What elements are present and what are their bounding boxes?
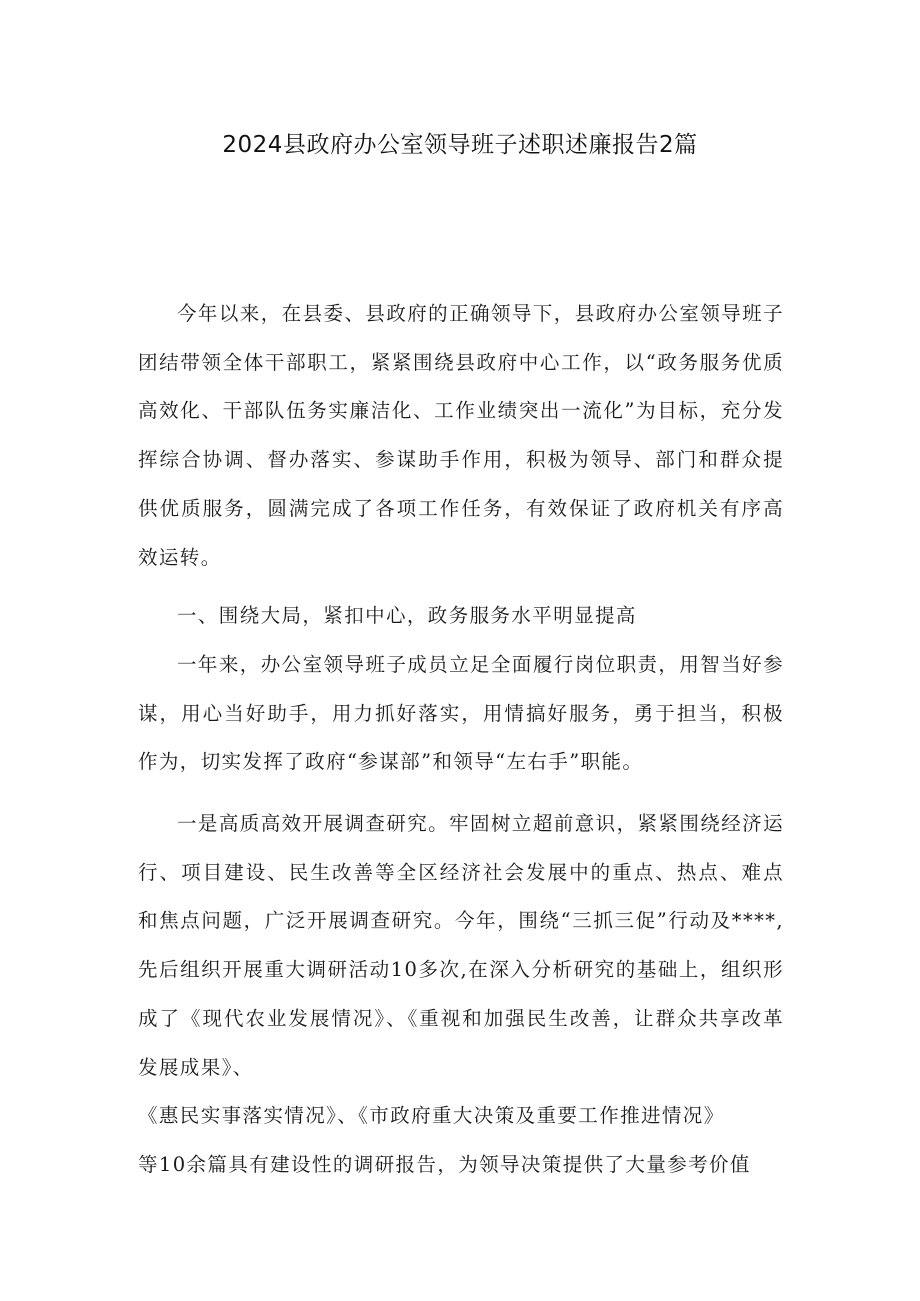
paragraph-research-text: 一是高质高效开展调查研究。牢固树立超前意识，紧紧围绕经济运行、项目建设、民生改善等全区经济社会发展中的重点、热点、难点和焦点问题，广泛开展调查研究。今年，围绕“三抓三促”行动及****,先后组织开展重大调研活动10多次,在深入分析研究的基础上，组织形成了《现代农业发展情况》、《重视和加强民生改善，让群众共享改革发展成果》、 (138, 812, 784, 1079)
paragraph-research-line-conclusion: 等10余篇具有建设性的调研报告，为领导决策提供了大量参考价值 (138, 1152, 751, 1176)
paragraph-section-1-summary: 一年来，办公室领导班子成员立足全面履行岗位职责，用智当好参谋，用心当好助手，用力抓好落实，用情搞好服务，勇于担当，积极作为，切实发挥了政府“参谋部”和领导“左右手”职能。 (138, 653, 784, 774)
paragraph-research-line-reports: 《惠民实事落实情况》、《市政府重大决策及重要工作推进情况》 (138, 1104, 725, 1128)
document-title: 2024县政府办公室领导班子述职述廉报告2篇 (222, 132, 698, 158)
paragraph-intro: 今年以来，在县委、县政府的正确领导下，县政府办公室领导班子团结带领全体干部职工，紧紧围绕县政府中心工作，以“政务服务优质高效化、干部队伍务实廉洁化、工作业绩突出一流化”为目标，充分发挥综合协调、督办落实、参谋助手作用，积极为领导、部门和群众提供优质服务，圆满完成了各项工作任务，有效保证了政府机关有序高效运转。 (138, 302, 784, 569)
paragraph-research (138, 800, 784, 1190)
section-heading-1: 一、围绕大局，紧扣中心，政务服务水平明显提高 (177, 604, 637, 627)
